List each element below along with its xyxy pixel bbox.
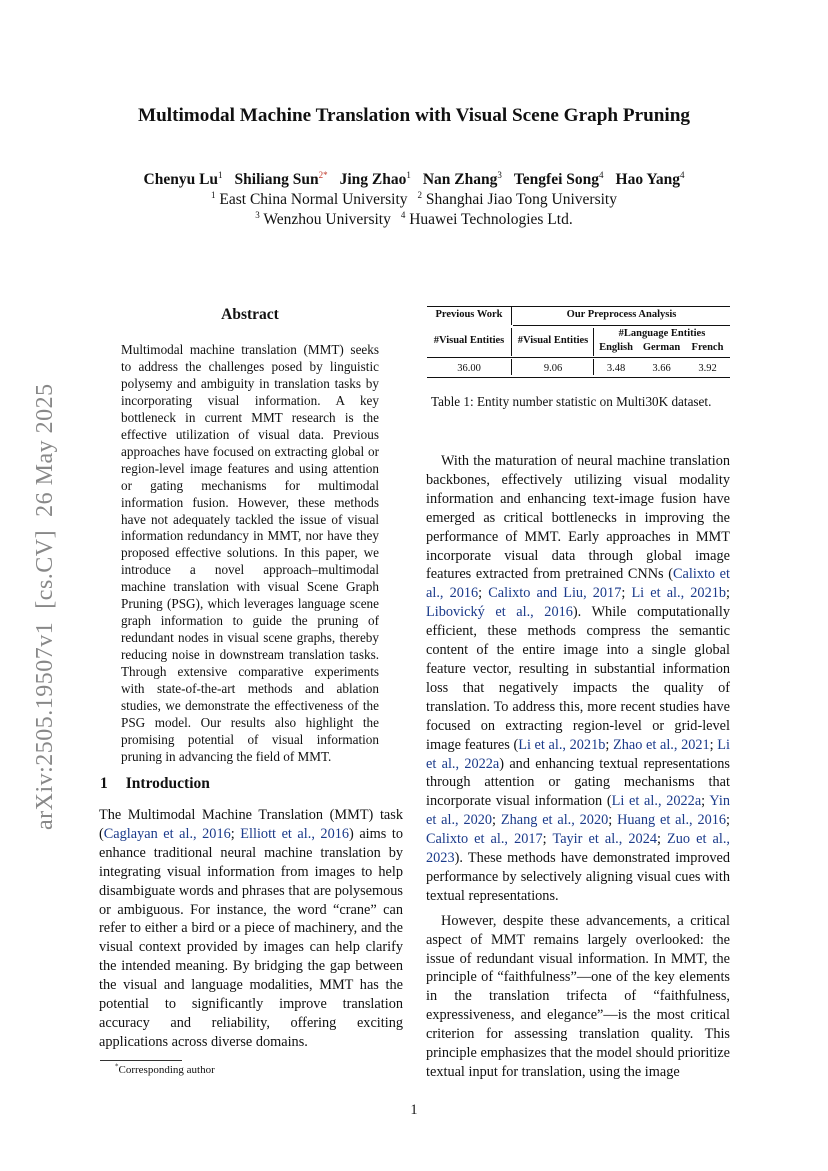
citation-link[interactable]: Calixto et al., 2016	[426, 566, 730, 602]
group-underline	[513, 325, 730, 326]
arxiv-stamp	[22, 335, 62, 835]
header-our-analysis: Our Preprocess Analysis	[566, 309, 677, 320]
citation-link[interactable]: Zhang et al., 2020	[500, 812, 609, 829]
cell-prev-visual: 36.00	[457, 363, 481, 374]
citation-link[interactable]: Li et al., 2021b	[631, 585, 727, 602]
intro-paragraph-1: The Multimodal Machine Translation (MMT) task (Caglayan et al., 2016; Elliott et al., 2016) aims to enhance traditional neural machine translation by integrating visual information from images to help disambiguate words and phrases that are polysemous or ambiguous. For instance, the word “crane” can refer to either a bird or a piece of machinery, and the visual context provided by images can help clarify the intended meaning. By bridging the gap between the visual and language modalities, MMT has the potential to significantly improve translation accuracy and reliability, offering exciting applications across diverse domains.	[99, 807, 403, 1050]
entity-table	[427, 306, 730, 378]
author-2	[340, 171, 411, 188]
author-5	[616, 171, 685, 188]
citation-link[interactable]: Caglayan et al., 2016	[103, 825, 231, 842]
author-name: Hao Yang	[615, 171, 680, 188]
author-affiliation-mark: 2*	[318, 169, 328, 180]
intro-paragraph-3: However, despite these advancements, a critical aspect of MMT remains largely overlooked: the issue of redundant visual information. In MMT, the principle of “faithfulness”—one of the key elements in the translation trifecta of “faithfulness, expressiveness, and elegance”—is the most critical criterion for assessing translation quality. This principle emphasizes that the model should prioritize textual input for translation, using the image	[426, 912, 730, 1080]
intro-left-column	[99, 806, 403, 1058]
table-vline-bottom-2	[593, 359, 594, 375]
affiliation-mark: 4	[400, 209, 406, 220]
citation-link[interactable]: Zhao et al., 2021	[613, 736, 710, 753]
author-4	[514, 171, 604, 188]
author-name: Tengfei Song	[513, 171, 600, 188]
citation-link[interactable]: Tayir et al., 2024	[552, 831, 657, 848]
author-name: Chenyu Lu	[143, 171, 219, 188]
affiliation-mark: 1	[211, 189, 216, 200]
citation-link[interactable]: Huang et al., 2016	[617, 812, 727, 829]
author-name: Shiliang Sun	[234, 171, 319, 188]
author-affiliation-mark: 4	[679, 169, 685, 180]
author-affiliation-mark: 1	[218, 169, 223, 180]
citation-link[interactable]: Li et al., 2022a	[611, 793, 702, 810]
affiliation-name: Huawei Technologies Ltd.	[405, 211, 573, 228]
author-3	[423, 171, 502, 188]
citation-link[interactable]: Yin et al., 2020	[426, 793, 730, 829]
author-affiliation-mark: 1	[406, 169, 411, 180]
affiliation	[401, 211, 573, 228]
table-caption: Table 1: Entity number statistic on Multi30K dataset.	[431, 394, 712, 409]
affiliation	[255, 211, 391, 228]
abstract-body: Multimodal machine translation (MMT) seeks to address the challenges posed by linguistic polysemy and ambiguity in translation tasks by incorporating visual information. A key bottleneck in current MMT research is the effective utilization of visual data. Previous approaches have focused on extracting global or region-level image features and using attention or gating mechanisms for multimodal information fusion. However, these methods have not adequately tackled the issue of visual information redundancy in MMT, nor have they proposed effective solutions. In this paper, we introduce a novel approach–multimodal machine translation with visual Scene Graph Pruning (PSG), which leverages language scene graph information to guide the pruning of redundant nodes in visual scene graphs, thereby reducing noise in downstream translation tasks. Through extensive comparative experiments with state-of-the-art methods and ablation studies, we demonstrate the effectiveness of the PSG model. Our results also highlight the promising potential of visual information pruning in advancing the field of MMT.	[121, 342, 379, 764]
cell-english: 3.48	[606, 363, 626, 374]
affiliation-mark: 2	[417, 189, 423, 200]
arxiv-id: arXiv:2505.19507v1 [cs.CV] 26 May 2025	[32, 383, 58, 830]
citation-link[interactable]: Zuo et al., 2023	[426, 831, 730, 867]
abstract-heading: Abstract	[221, 306, 279, 323]
affiliation-line-1	[0, 191, 828, 209]
affiliation-line-2	[0, 211, 828, 229]
affiliation	[211, 191, 408, 208]
cell-german: 3.66	[652, 363, 671, 374]
citation-link[interactable]: Libovický et al., 2016	[426, 604, 573, 621]
footnote	[115, 1064, 215, 1076]
header-lang-english: English	[599, 342, 633, 353]
citation-link[interactable]: Elliott et al., 2016	[240, 825, 350, 842]
citation-link[interactable]: Calixto and Liu, 2017	[488, 585, 622, 602]
header-lang-french: French	[691, 342, 724, 353]
section-number: 1	[100, 775, 108, 792]
intro-right-column	[426, 452, 730, 1088]
table-top-rule	[427, 306, 730, 307]
section-heading	[100, 775, 210, 793]
table-bottom-rule	[427, 377, 730, 378]
table-vline-bottom	[511, 359, 512, 375]
paper-title: Multimodal Machine Translation with Visual Scene Graph Pruning	[137, 105, 691, 126]
footnote-text: Corresponding author	[118, 1064, 215, 1076]
author-affiliation-mark: 4	[599, 169, 604, 180]
header-lang-german: German	[642, 342, 681, 353]
affiliation-name: East China Normal University	[215, 191, 408, 208]
header-language-entities: #Language Entities	[618, 328, 706, 339]
footnote-rule	[100, 1060, 182, 1061]
citation-link[interactable]: Li et al., 2021b	[518, 736, 606, 753]
intro-paragraph-2: With the maturation of neural machine translation backbones, effectively utilizing visual modality information and enhancing text-image fusion have emerged as critical bottlenecks in improving the performance of MMT. Early approaches in MMT incorporate visual data through global image features extracted from pretrained CNNs (Calixto et al., 2016; Calixto and Liu, 2017; Li et al., 2021b; Libovický et al., 2016). While computationally efficient, these methods compress the semantic content of the entire image into a single global feature vector, resulting in substantial information loss that negatively impacts the quality of translation. To address this, more recent studies have focused on extracting region-level or grid-level image features (Li et al., 2021b; Zhao et al., 2021; Li et al., 2022a) and enhancing textual representations through attention or gating mechanisms that incorporate visual information (Li et al., 2022a; Yin et al., 2020; Zhang et al., 2020; Huang et al., 2016; Calixto et al., 2017; Tayir et al., 2024; Zuo et al., 2023). These methods have demonstrated improved performance by selectively aligning visual cues with textual representations.	[426, 453, 731, 904]
footnote-mark: *	[115, 1062, 119, 1071]
affiliation-name: Wenzhou University	[259, 211, 391, 228]
author-1	[235, 171, 328, 188]
affiliation	[418, 191, 617, 208]
section-title: Introduction	[125, 775, 210, 792]
header-visual-ours: #Visual Entities	[517, 335, 589, 346]
cell-ours-visual: 9.06	[543, 363, 563, 374]
header-previous-work: Previous Work	[435, 309, 503, 320]
cell-french: 3.92	[698, 363, 717, 374]
affiliation-name: Shanghai Jiao Tong University	[422, 191, 617, 208]
author-name: Nan Zhang	[422, 171, 498, 188]
citation-link[interactable]: Li et al., 2022a	[426, 736, 731, 772]
author-list	[0, 171, 828, 189]
header-visual-prev: #Visual Entities	[433, 335, 505, 346]
author-0	[144, 171, 223, 188]
citation-link[interactable]: Calixto et al., 2017	[426, 831, 543, 848]
affiliation-mark: 3	[255, 209, 260, 220]
author-name: Jing Zhao	[339, 171, 407, 188]
table-mid-rule	[427, 357, 730, 358]
table-vline-top	[511, 307, 512, 325]
table-vline-mid	[511, 328, 512, 356]
author-affiliation-mark: 3	[497, 169, 502, 180]
page-number: 1	[410, 1102, 418, 1118]
